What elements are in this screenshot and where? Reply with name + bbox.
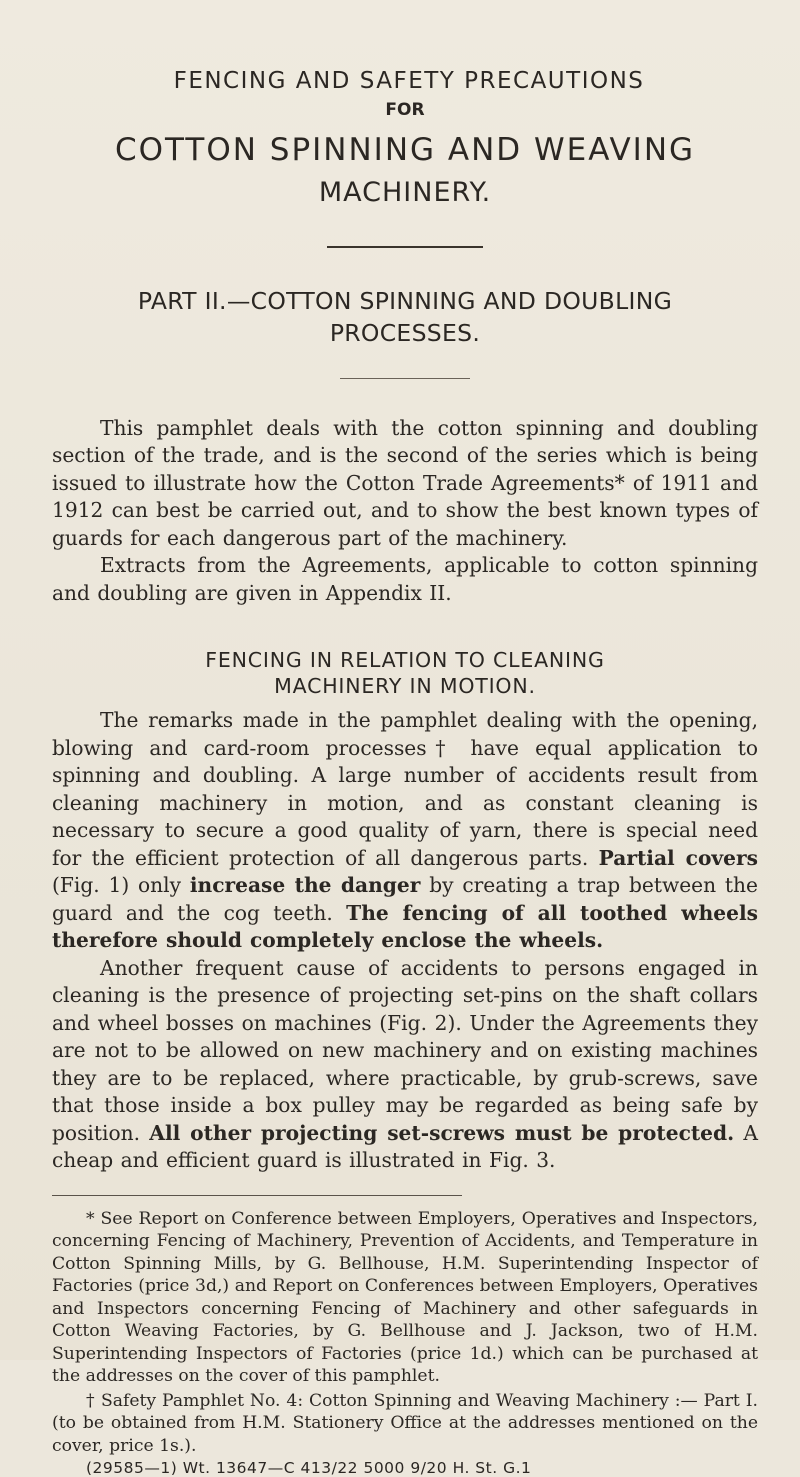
printer-line: (29585—1) Wt. 13647—C 413/22 5000 9/20 H. St. G.1 bbox=[86, 1459, 532, 1477]
section-heading-line-2: MACHINERY IN MOTION. bbox=[274, 674, 536, 699]
part-heading bbox=[52, 286, 758, 349]
title-line-3: MACHINERY. bbox=[318, 177, 492, 209]
set-screws-bold: All other projecting set-screws must be protected. bbox=[149, 1120, 735, 1145]
part-heading-line-2: PROCESSES. bbox=[329, 318, 481, 347]
footnote-divider bbox=[52, 1195, 462, 1196]
cleaning-paragraph bbox=[52, 707, 758, 955]
footnote-asterisk: * See Report on Conference between Employers, Operatives and Inspectors, concerning Fencing of Machinery, Prevention of Accidents, and Temperature in Cotton Spinning Mills, by G. Bellhouse, H.M. Superintending Inspector of Factories (price 3d,) and Report on Conferences between Employers, Operatives and Inspectors concerning Fencing of Machinery and other safeguards in Cotton Weaving Factories, by G. Bellhouse and J. Jackson, two of H.M. Superintending Inspectors of Factories (price 1d.) which can be purchased at the addresses on the cover of this pamphlet. bbox=[52, 1208, 758, 1387]
section-heading bbox=[52, 647, 758, 699]
intro-extracts-paragraph: Extracts from the Agreements, applicable to cotton spinning and doubling are given in Appendix II. bbox=[52, 553, 758, 605]
title-for: FOR bbox=[385, 100, 425, 120]
cleaning-text-a: The remarks made in the pamphlet dealing with the opening, blowing and card-room processes† have equal application to spinning and doubling. A large number of accidents result from cleaning machinery in motion, and as constant cleaning is necessary to secure a good quality of yarn, there is special need for the efficient protection of all dangerous parts. bbox=[52, 708, 758, 870]
intro-paragraph: This pamphlet deals with the cotton spinning and doubling section of the trade, and is the second of the series which is being issued to illustrate how the Cotton Trade Agreements* of 1911 and 1912 can best be carried out, and to show the best known types of guards for each dangerous part of the machinery. bbox=[52, 415, 758, 550]
set-pins-paragraph bbox=[52, 955, 758, 1175]
increase-danger-bold: increase the danger bbox=[189, 873, 421, 898]
partial-covers-bold: Partial covers bbox=[598, 845, 758, 870]
part-heading-line-1: PART II.—COTTON SPINNING AND DOUBLING bbox=[137, 287, 673, 316]
section-heading-line-1: FENCING IN RELATION TO CLEANING bbox=[205, 648, 605, 673]
title-line-1: FENCING AND SAFETY PRECAUTIONS bbox=[173, 68, 645, 94]
cleaning-text-b: (Fig. 1) only bbox=[52, 873, 182, 898]
footnote-dagger: † Safety Pamphlet No. 4: Cotton Spinning and Weaving Machinery :— Part I. (to be obtained from H.M. Stationery Office at the addresses mentioned on the cover, price 1s.). bbox=[52, 1390, 758, 1456]
set-pins-text-a: Another frequent cause of accidents to persons engaged in cleaning is the presence of projecting set-pins on the shaft collars and wheel bosses on machines (Fig. 2). Under the Agreements they are not to be allowed on new machinery and on existing machines they are to be replaced, where practicable, by grub-screws, save that those inside a box pulley may be regarded as being safe by position. bbox=[52, 955, 758, 1145]
title-divider bbox=[327, 246, 483, 248]
title-line-2: COTTON SPINNING AND WEAVING bbox=[114, 132, 696, 168]
part-divider bbox=[340, 378, 470, 379]
toothed-wheels-bold: The fencing of all toothed wheels therefore should completely enclose the wheels. bbox=[52, 900, 758, 953]
cleaning-text-c: by creating a trap between the guard and the cog teeth. bbox=[52, 873, 758, 925]
set-pins-text-b: A cheap and efficient guard is illustrated in Fig. 3. bbox=[52, 1120, 759, 1173]
